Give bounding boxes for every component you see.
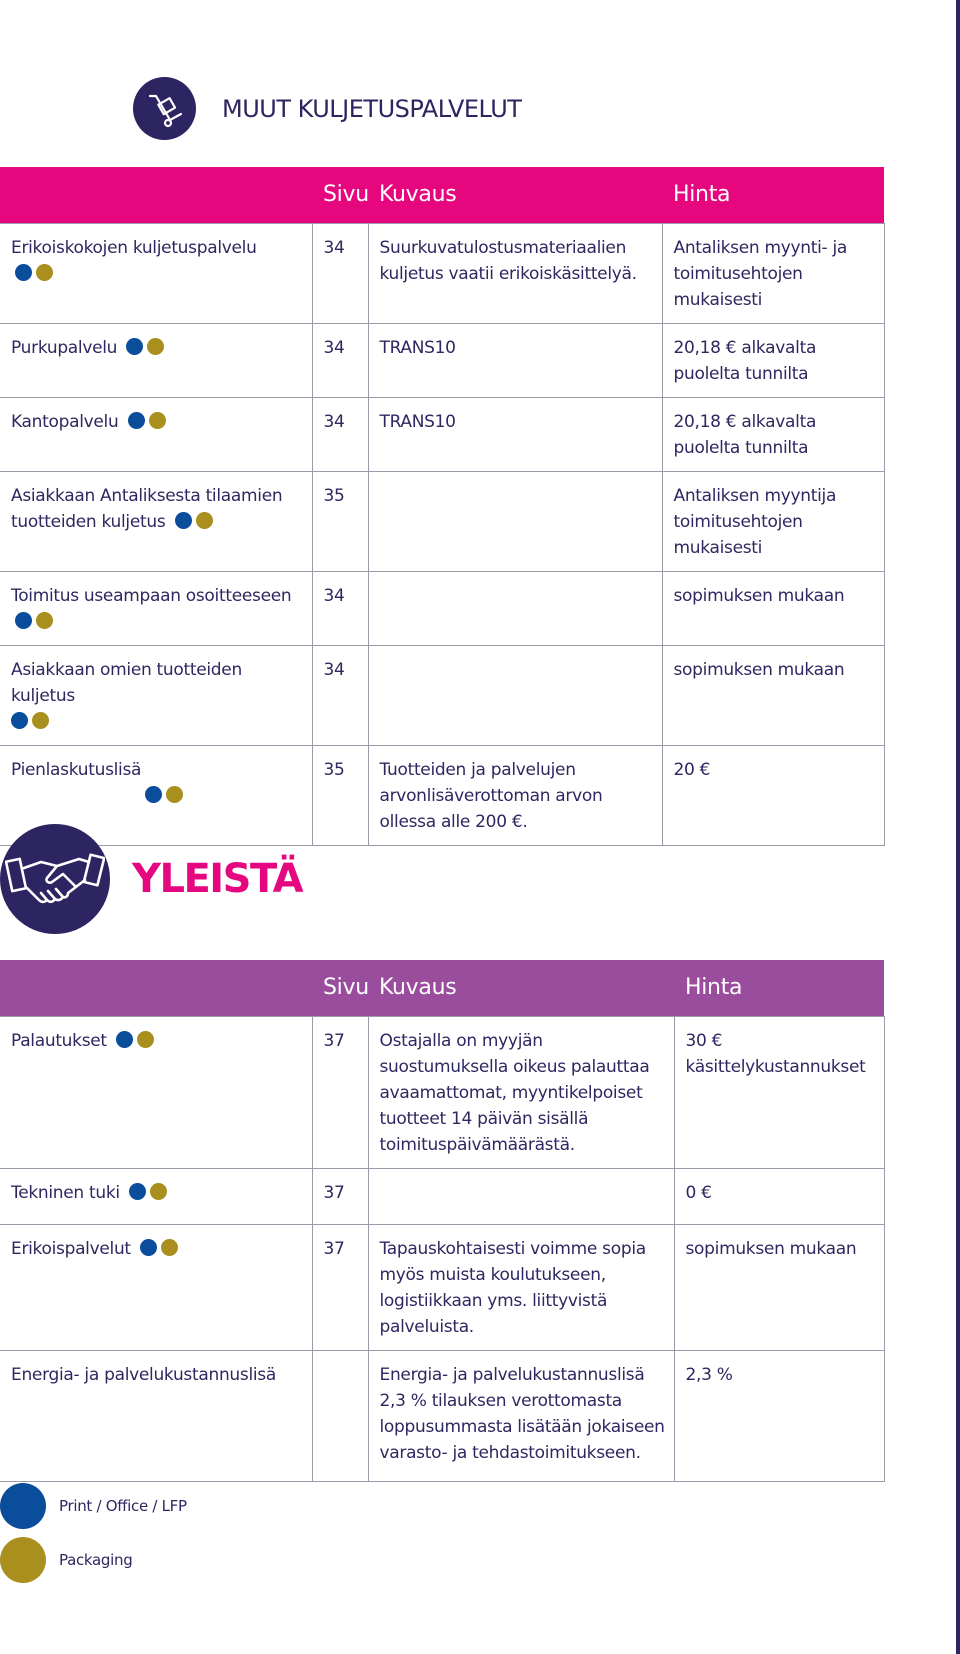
- price: sopimuksen mukaan: [662, 572, 884, 646]
- page-number: 37: [312, 1017, 368, 1169]
- service-name: Palautukset: [11, 1031, 107, 1051]
- category-dots: [122, 338, 164, 358]
- packaging-dot: [32, 712, 49, 729]
- description: TRANS10: [368, 398, 662, 472]
- legend-item-packaging: [0, 1537, 132, 1583]
- print-office-lfp-dot: [128, 412, 145, 429]
- table-row: [0, 224, 884, 324]
- page-number: 37: [312, 1169, 368, 1225]
- table-row: [0, 1169, 884, 1225]
- service-name-cell: [0, 1351, 312, 1482]
- description: Suurkuvatulostusmateriaalien kuljetus vaatii erikoiskäsittelyä.: [368, 224, 662, 324]
- page-number: 34: [312, 324, 368, 398]
- header-page: Sivu: [312, 167, 368, 224]
- print-office-lfp-dot: [140, 1239, 157, 1256]
- legend-label: Print / Office / LFP: [59, 1497, 187, 1515]
- price: 20 €: [662, 746, 884, 846]
- table-row: [0, 1225, 884, 1351]
- service-name-cell: [0, 1225, 312, 1351]
- price: 20,18 € alkavalta puolelta tunnilta: [662, 398, 884, 472]
- price: 30 € käsittelykustannukset: [674, 1017, 884, 1169]
- page-edge: [956, 0, 960, 1654]
- print-office-lfp-dot: [11, 712, 28, 729]
- print-office-lfp-dot: [129, 1183, 146, 1200]
- header-description: Kuvaus: [368, 960, 674, 1017]
- service-name: Erikoispalvelut: [11, 1239, 131, 1259]
- service-name: Tekninen tuki: [11, 1183, 120, 1203]
- service-name-cell: [0, 472, 312, 572]
- transport-services-table: [0, 167, 885, 846]
- header-description: Kuvaus: [368, 167, 662, 224]
- page-number: 34: [312, 224, 368, 324]
- category-dots: [11, 712, 49, 732]
- description: [368, 646, 662, 746]
- price: 20,18 € alkavalta puolelta tunnilta: [662, 324, 884, 398]
- table-row: [0, 1017, 884, 1169]
- page-number: 35: [312, 746, 368, 846]
- service-name: Pienlaskutuslisä: [11, 760, 142, 780]
- category-dots: [11, 264, 53, 284]
- table-header-row: [0, 960, 884, 1017]
- table-row: [0, 646, 884, 746]
- handshake-icon: [0, 824, 110, 934]
- page-number: [312, 1351, 368, 1482]
- category-dots: [125, 1183, 167, 1203]
- category-dots: [136, 1239, 178, 1259]
- hand-truck-icon: [133, 77, 196, 140]
- service-name-cell: [0, 398, 312, 472]
- table-row: [0, 1351, 884, 1482]
- packaging-legend-dot: [0, 1537, 46, 1583]
- category-dots: [124, 412, 166, 432]
- price: Antaliksen myyntija toimitusehtojen mukaisesti: [662, 472, 884, 572]
- service-name-cell: [0, 1169, 312, 1225]
- table-row: [0, 572, 884, 646]
- service-name-cell: [0, 224, 312, 324]
- description: [368, 572, 662, 646]
- print-office-lfp-legend-dot: [0, 1483, 46, 1529]
- service-name-cell: [0, 324, 312, 398]
- price: sopimuksen mukaan: [662, 646, 884, 746]
- section-header-general: [0, 824, 302, 934]
- page-number: 34: [312, 646, 368, 746]
- header-price: Hinta: [674, 960, 884, 1017]
- price: 2,3 %: [674, 1351, 884, 1482]
- header-name-cell: [0, 167, 312, 224]
- packaging-dot: [147, 338, 164, 355]
- print-office-lfp-dot: [116, 1031, 133, 1048]
- page-number: 34: [312, 572, 368, 646]
- section-title-general: YLEISTÄ: [132, 856, 303, 902]
- service-name-cell: [0, 572, 312, 646]
- packaging-dot: [196, 512, 213, 529]
- packaging-dot: [150, 1183, 167, 1200]
- page-number: 37: [312, 1225, 368, 1351]
- description: Energia- ja palvelukustannuslisä 2,3 % tilauksen verottomasta loppusummasta lisätään jokaiseen varasto- ja tehdastoimitukseen.: [368, 1351, 674, 1482]
- service-name: Erikoiskokojen kuljetuspalvelu: [11, 238, 257, 258]
- section-title-transport: MUUT KULJETUSPALVELUT: [222, 94, 522, 123]
- description: Tuotteiden ja palvelujen arvonlisäverottoman arvon ollessa alle 200 €.: [368, 746, 662, 846]
- category-dots: [171, 512, 213, 532]
- service-name-cell: [0, 1017, 312, 1169]
- print-office-lfp-dot: [15, 264, 32, 281]
- page-number: 35: [312, 472, 368, 572]
- table-row: [0, 324, 884, 398]
- packaging-dot: [36, 264, 53, 281]
- table-row: [0, 472, 884, 572]
- page-number: 34: [312, 398, 368, 472]
- price: 0 €: [674, 1169, 884, 1225]
- price: sopimuksen mukaan: [674, 1225, 884, 1351]
- category-dots: [11, 786, 183, 806]
- description: Tapauskohtaisesti voimme sopia myös muista koulutukseen, logistiikkaan yms. liittyvistä palveluista.: [368, 1225, 674, 1351]
- service-name: Energia- ja palvelukustannuslisä: [11, 1365, 276, 1385]
- description: TRANS10: [368, 324, 662, 398]
- category-dots: [11, 612, 53, 632]
- description: [368, 472, 662, 572]
- service-name: Purkupalvelu: [11, 338, 118, 358]
- packaging-dot: [149, 412, 166, 429]
- packaging-dot: [137, 1031, 154, 1048]
- legend-label: Packaging: [59, 1551, 133, 1569]
- header-price: Hinta: [662, 167, 884, 224]
- table-header-row: [0, 167, 884, 224]
- service-name: Toimitus useampaan osoitteeseen: [11, 586, 292, 606]
- service-name: Asiakkaan Antaliksesta tilaamien tuotteiden kuljetus: [11, 486, 283, 532]
- service-name-cell: [0, 646, 312, 746]
- service-name: Kantopalvelu: [11, 412, 119, 432]
- header-name-cell: [0, 960, 312, 1017]
- description: Ostajalla on myyjän suostumuksella oikeus palauttaa avaamattomat, myyntikelpoiset tuotteet 14 päivän sisällä toimituspäivämäärästä.: [368, 1017, 674, 1169]
- print-office-lfp-dot: [145, 786, 162, 803]
- general-services-table: [0, 960, 885, 1482]
- section-header-transport: [133, 77, 521, 140]
- packaging-dot: [161, 1239, 178, 1256]
- category-dots: [112, 1031, 154, 1051]
- packaging-dot: [166, 786, 183, 803]
- header-page: Sivu: [312, 960, 368, 1017]
- table-row: [0, 398, 884, 472]
- print-office-lfp-dot: [175, 512, 192, 529]
- print-office-lfp-dot: [15, 612, 32, 629]
- price: Antaliksen myynti- ja toimitusehtojen mukaisesti: [662, 224, 884, 324]
- legend-item-print-office-lfp: [0, 1483, 187, 1529]
- service-name: Asiakkaan omien tuotteiden kuljetus: [11, 660, 242, 706]
- print-office-lfp-dot: [126, 338, 143, 355]
- packaging-dot: [36, 612, 53, 629]
- description: [368, 1169, 674, 1225]
